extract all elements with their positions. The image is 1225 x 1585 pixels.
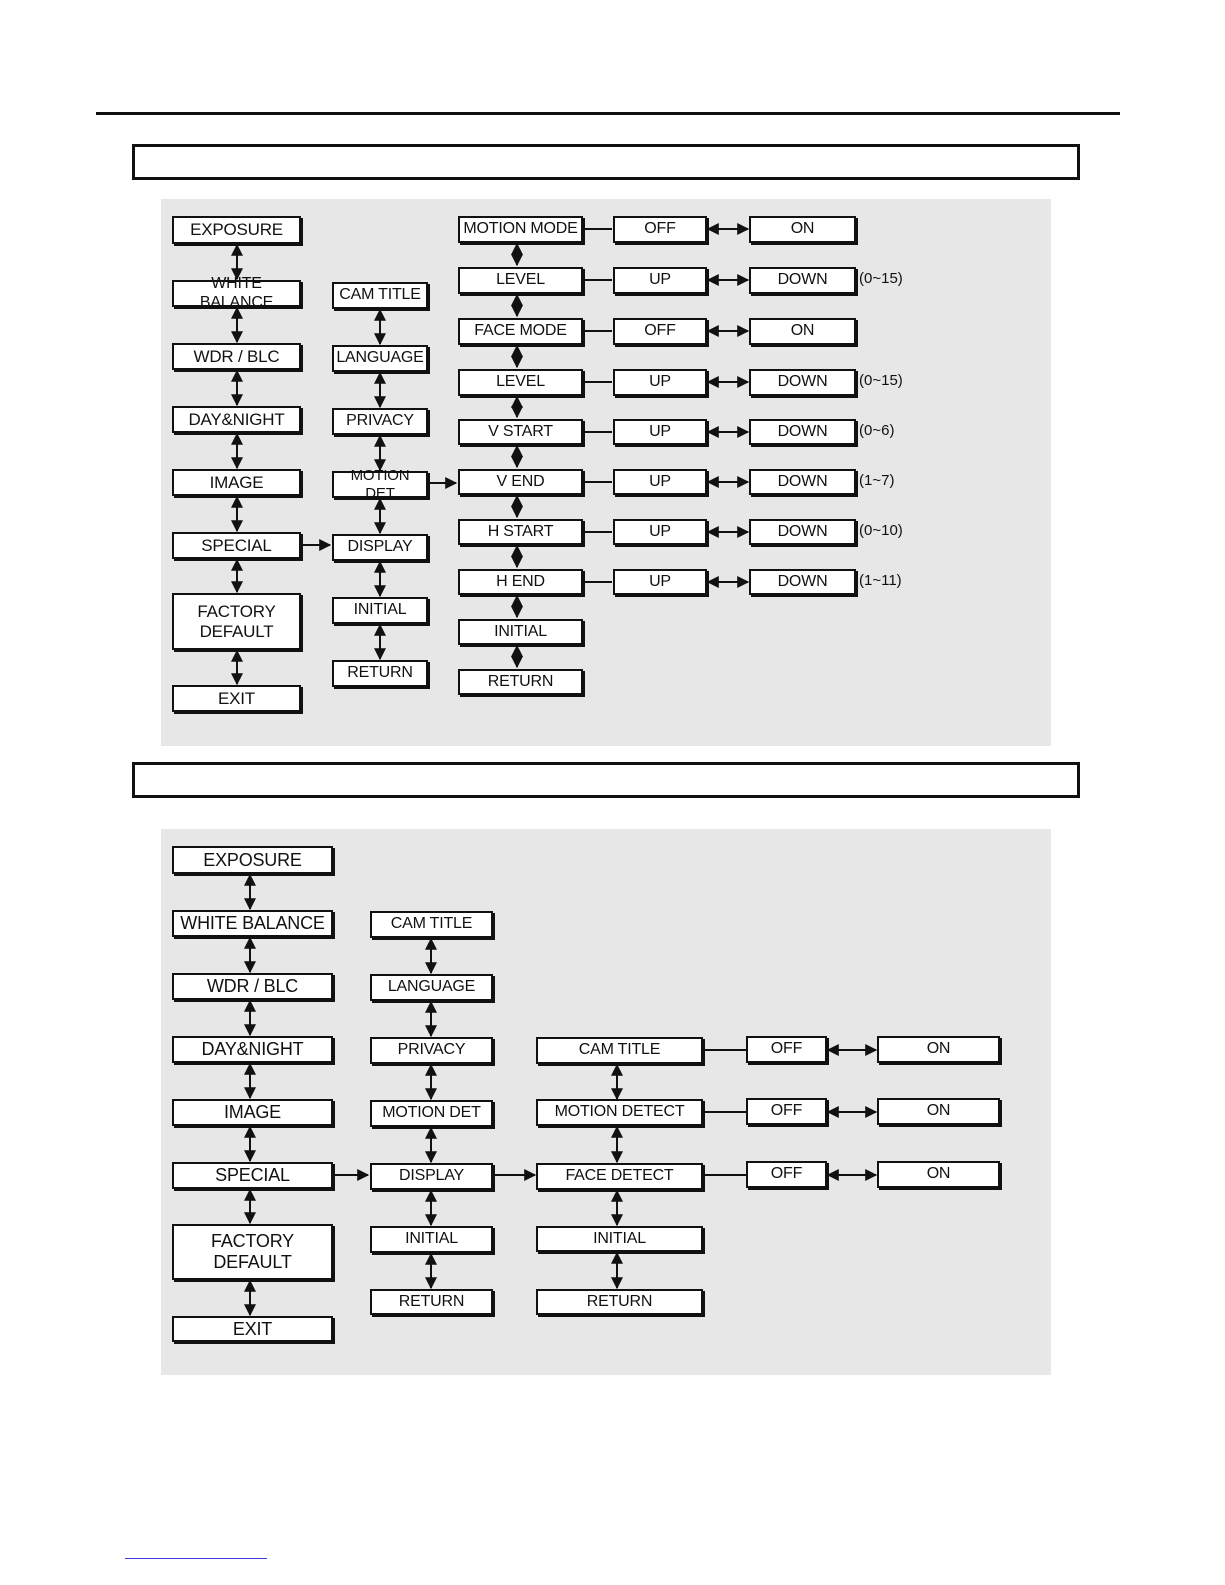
option-a-8: UP [613, 569, 707, 595]
motion-face-mode: FACE MODE [458, 318, 583, 345]
special-display: DISPLAY [332, 534, 428, 561]
option-b-5: DOWN [749, 419, 856, 445]
motion-level-2: LEVEL [458, 369, 583, 396]
option-b-1: ON [749, 216, 856, 243]
menu-image: IMAGE [172, 469, 301, 496]
option-b-4: DOWN [749, 369, 856, 396]
menu-white-balance: WHITE BALANCE [172, 280, 301, 307]
special2-display: DISPLAY [370, 1163, 493, 1190]
motion-h-end: H END [458, 569, 583, 595]
option2-b-1: ON [877, 1036, 1000, 1063]
option2-a-3: OFF [746, 1161, 827, 1188]
menu2-wdr-blc: WDR / BLC [172, 973, 333, 1000]
menu2-day-night: DAY&NIGHT [172, 1036, 333, 1063]
menu-exit: EXIT [172, 685, 301, 712]
menu-exposure: EXPOSURE [172, 216, 301, 244]
option2-b-3: ON [877, 1161, 1000, 1188]
special-cam-title: CAM TITLE [332, 282, 428, 309]
range-note-2: (0~15) [859, 270, 903, 287]
section-header-1 [132, 144, 1080, 180]
menu2-special: SPECIAL [172, 1162, 333, 1189]
special-motion-det: MOTION DET [332, 471, 428, 498]
footer-link-rule [125, 1558, 267, 1559]
option-a-1: OFF [613, 216, 707, 243]
motion-return: RETURN [458, 669, 583, 695]
display-return: RETURN [536, 1289, 703, 1315]
option-b-3: ON [749, 318, 856, 345]
menu-day-night: DAY&NIGHT [172, 406, 301, 433]
special-initial: INITIAL [332, 597, 428, 624]
display-face-detect: FACE DETECT [536, 1163, 703, 1190]
range-note-8: (1~11) [859, 572, 902, 589]
display-motion-detect: MOTION DETECT [536, 1099, 703, 1126]
option-b-6: DOWN [749, 469, 856, 495]
menu2-image: IMAGE [172, 1099, 333, 1126]
special-privacy: PRIVACY [332, 408, 428, 435]
option-b-8: DOWN [749, 569, 856, 595]
special-return: RETURN [332, 660, 428, 687]
special-language: LANGUAGE [332, 345, 428, 372]
option-b-2: DOWN [749, 267, 856, 294]
special2-cam-title: CAM TITLE [370, 911, 493, 938]
option-a-7: UP [613, 519, 707, 545]
section-header-2 [132, 762, 1080, 798]
menu2-exit: EXIT [172, 1316, 333, 1342]
range-note-4: (0~15) [859, 372, 903, 389]
menu2-white-balance: WHITE BALANCE [172, 910, 333, 937]
range-note-7: (0~10) [859, 522, 903, 539]
menu2-factory-default: FACTORY DEFAULT [172, 1224, 333, 1280]
special2-motion-det: MOTION DET [370, 1100, 493, 1127]
option-a-4: UP [613, 369, 707, 396]
special2-return: RETURN [370, 1289, 493, 1315]
special2-privacy: PRIVACY [370, 1037, 493, 1064]
motion-v-end: V END [458, 469, 583, 495]
special2-language: LANGUAGE [370, 974, 493, 1001]
motion-level-1: LEVEL [458, 267, 583, 294]
option2-b-2: ON [877, 1098, 1000, 1125]
special2-initial: INITIAL [370, 1226, 493, 1253]
option2-a-2: OFF [746, 1098, 827, 1125]
motion-initial: INITIAL [458, 619, 583, 645]
menu-factory-default: FACTORY DEFAULT [172, 593, 301, 650]
option-a-5: UP [613, 419, 707, 445]
motion-h-start: H START [458, 519, 583, 545]
range-note-5: (0~6) [859, 422, 895, 439]
option-a-3: OFF [613, 318, 707, 345]
option2-a-1: OFF [746, 1036, 827, 1063]
display-cam-title: CAM TITLE [536, 1037, 703, 1064]
motion-motion-mode: MOTION MODE [458, 216, 583, 243]
display-initial: INITIAL [536, 1226, 703, 1252]
motion-v-start: V START [458, 419, 583, 445]
menu-special: SPECIAL [172, 532, 301, 559]
top-rule [96, 112, 1120, 115]
option-a-6: UP [613, 469, 707, 495]
menu-wdr-blc: WDR / BLC [172, 343, 301, 370]
menu2-exposure: EXPOSURE [172, 846, 333, 874]
option-b-7: DOWN [749, 519, 856, 545]
option-a-2: UP [613, 267, 707, 294]
range-note-6: (1~7) [859, 472, 895, 489]
